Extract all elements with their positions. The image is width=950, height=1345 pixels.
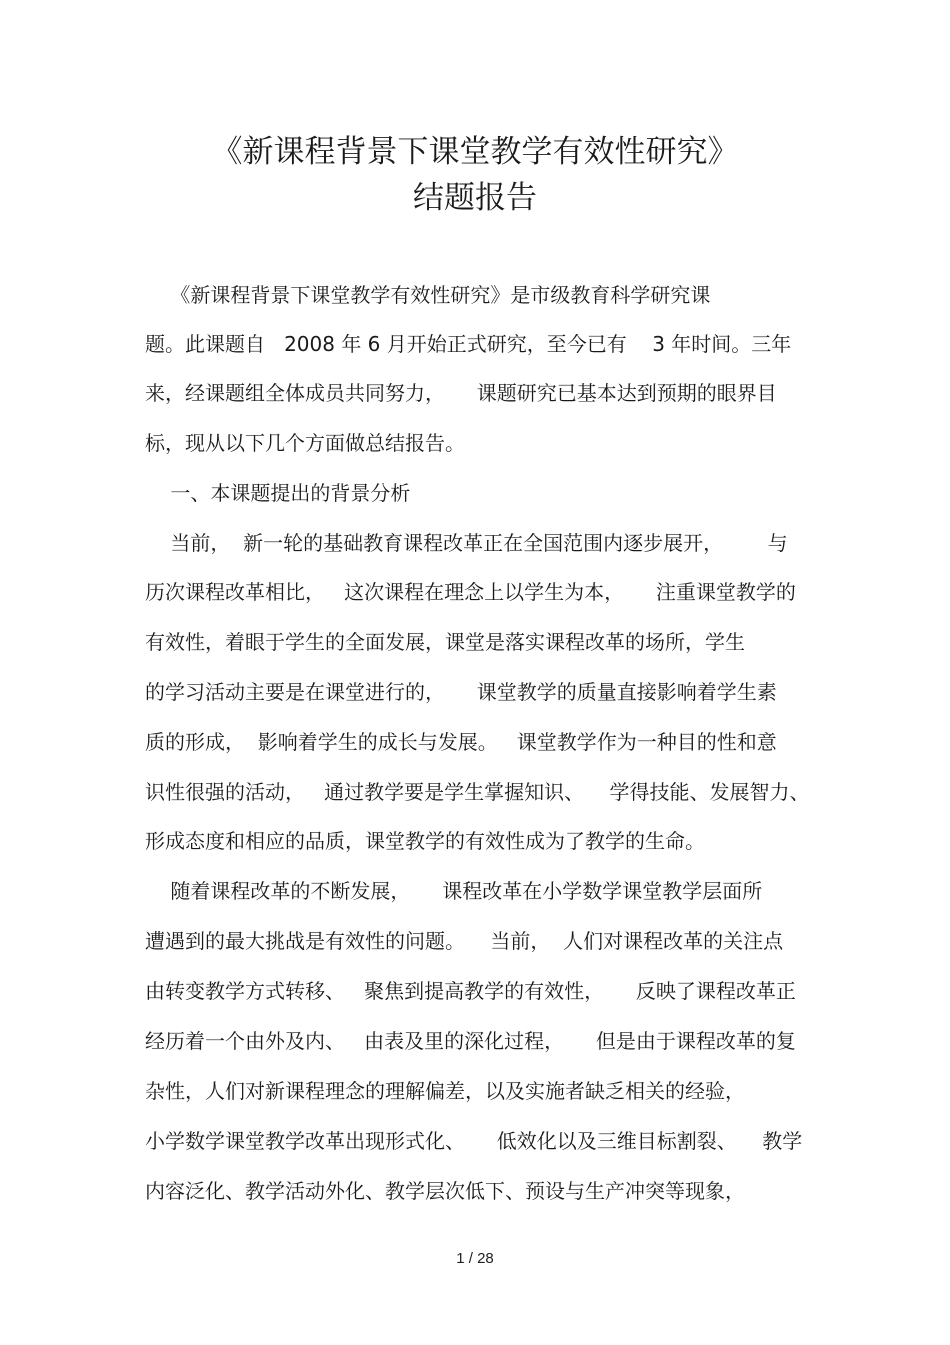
paragraph-line: 《新课程背景下课堂教学有效性研究》是市级教育科学研究课	[145, 283, 711, 307]
paragraph-line: 识性很强的活动， 通过教学要是学生掌握知识、 学得技能、发展智力、	[145, 780, 810, 804]
paragraph-line: 的学习活动主要是在课堂进行的， 课堂教学的质量直接影响着学生素	[145, 680, 777, 704]
section-heading: 一、本课题提出的背景分析	[145, 481, 411, 505]
paragraph-line: 题。此课题自 2008 年 6 月开始正式研究，至今已有 3 年时间。三年	[145, 332, 792, 356]
paragraph-line: 由转变教学方式转移、 聚焦到提高教学的有效性， 反映了课程改革正	[145, 979, 796, 1003]
paragraph-line: 标，现从以下几个方面做总结报告。	[145, 431, 465, 455]
paragraph-line: 小学数学课堂教学改革出现形式化、 低效化以及三维目标割裂、 教学	[145, 1129, 803, 1153]
document-title-line-1: 《新课程背景下课堂教学有效性研究》	[211, 134, 739, 170]
paragraph-line: 形成态度和相应的品质，课堂教学的有效性成为了教学的生命。	[145, 829, 705, 853]
paragraph-line: 内容泛化、教学活动外化、教学层次低下、预设与生产冲突等现象，	[145, 1179, 745, 1203]
paragraph-line: 随着课程改革的不断发展， 课程改革在小学数学课堂教学层面所	[145, 879, 763, 903]
paragraph-line: 质的形成， 影响着学生的成长与发展。 课堂教学作为一种目的性和意	[145, 730, 777, 754]
document-title-line-2: 结题报告	[413, 180, 537, 216]
paragraph-line: 遭遇到的最大挑战是有效性的问题。 当前， 人们对课程改革的关注点	[145, 929, 784, 953]
paragraph-line: 杂性，人们对新课程理念的理解偏差，以及实施者缺乏相关的经验，	[145, 1079, 745, 1103]
paragraph-line: 来，经课题组全体成员共同努力， 课题研究已基本达到预期的眼界目	[145, 381, 777, 405]
paragraph-line: 历次课程改革相比， 这次课程在理念上以学生为本， 注重课堂教学的	[145, 580, 796, 604]
page-number: 1 / 28	[456, 1250, 494, 1267]
paragraph-line: 有效性，着眼于学生的全面发展，课堂是落实课程改革的场所，学生	[145, 630, 745, 654]
paragraph-line: 经历着一个由外及内、 由表及里的深化过程， 但是由于课程改革的复	[145, 1029, 796, 1053]
paragraph-line: 当前， 新一轮的基础教育课程改革正在全国范围内逐步展开， 与	[145, 531, 788, 555]
